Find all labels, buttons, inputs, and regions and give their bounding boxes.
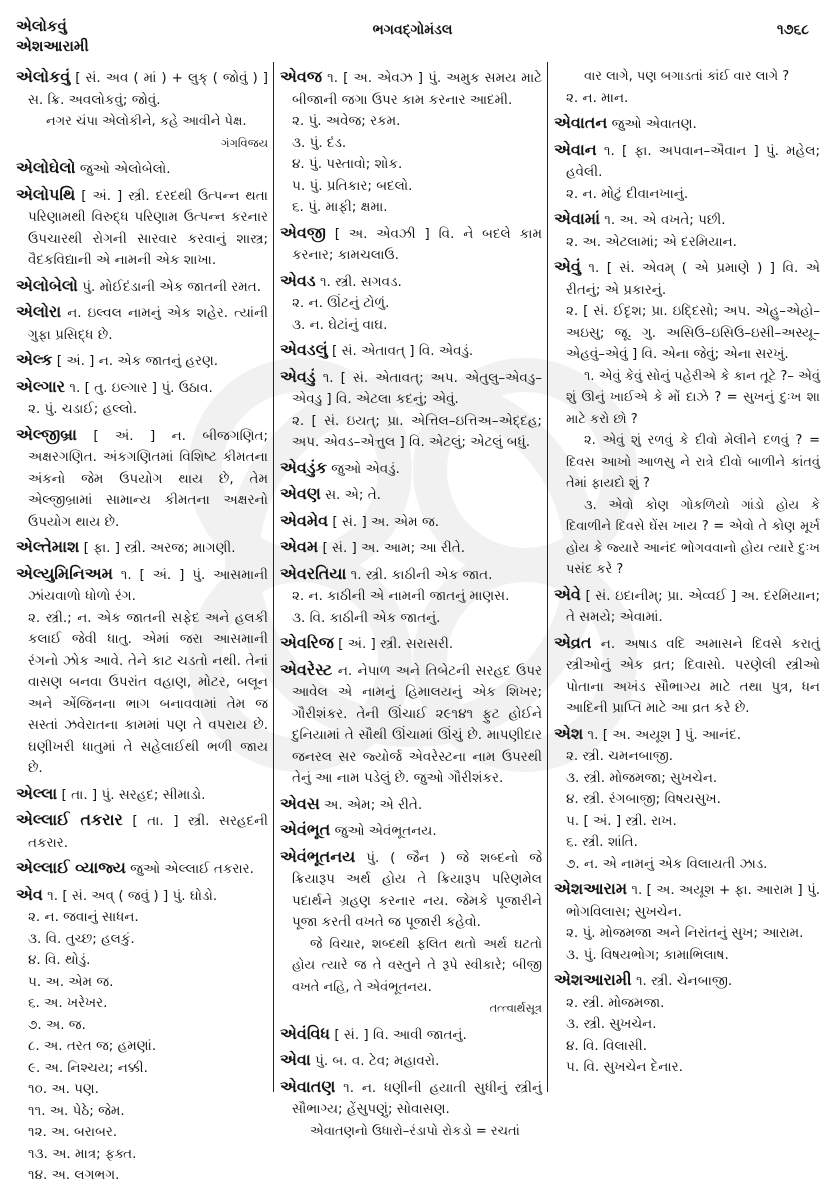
sub-sense: ૭. ન. એ નામનું એક વિલાયતી ઝાડ. xyxy=(566,855,768,872)
definition: [ અં. ] સ્ત્રી. દરદથી ઉત્પન્ન થતા પરિણામથી વિરુદ્ધ પરિણામ ઉત્પન્ન કરનાર ઉપચારથી રોગની સારવાર કરવાનું શાસ્ત્ર; વૈદકવિદ્યાની એ નામની એક શાખા. xyxy=(28,187,268,268)
sub-sense: ૨. ન. ઊંટનું ટોળું. xyxy=(292,295,390,311)
entry-main-line xyxy=(16,349,268,373)
headword: એલોપથિ xyxy=(16,184,76,204)
sub-sense: ૨. અ. એટલામાં; એ દરમિયાન. xyxy=(566,233,737,250)
sub-sense: ૨. સ્ત્રી.; ન. એક જાતની સફેદ અને હલકી કલાઈ જેવી ધાતુ. એમાં જરા આસમાની રંગનો ઝોક આવે. તેને કાટ ચડતો નથી. તેનાં વાસણ બનવા ઉપરાંત વહાણ, મોટર, બલૂન અને એંજિનના ભાગ બનાવવામાં તેમ જ સસ્તાં ઝવેરાતના કામમાં પણ તે વપરાય છે. ઘણીખરી ધાતુમાં તે સહેલાઈથી ભળી જાય છે. xyxy=(28,609,268,776)
sub-sense: ૧૦. અ. પણ. xyxy=(28,1081,99,1097)
headword: એશ xyxy=(554,723,584,743)
dictionary-entry xyxy=(554,969,820,1079)
headword: એવાતણ xyxy=(280,1076,336,1096)
dictionary-entry xyxy=(554,208,820,253)
definition: ૧. સ્ત્રી. ચેનબાજી. xyxy=(635,973,733,989)
dictionary-entry xyxy=(280,483,542,507)
sub-sense: ૬. સ્ત્રી. શાંતિ. xyxy=(566,834,638,850)
headword: એવામાં xyxy=(554,209,600,228)
entry-main-line xyxy=(16,884,268,908)
definition: [ સં. અવ ( માં ) + લુક્ ( જોવું ) ] સ. ક્રિ. અવલોકવું; જોવું. xyxy=(28,70,268,108)
headword: એવ્રત xyxy=(554,632,592,652)
headword: એલોઘેલો xyxy=(16,158,76,177)
headword: એવમ xyxy=(280,537,319,556)
headword: એવરતિયા xyxy=(280,563,347,583)
definition: [ તા. ] સ્ત્રી. સરહદની તકરાર. xyxy=(28,813,268,851)
sub-sense: ૯. અ. નિશ્ચય; નક્કી. xyxy=(28,1059,148,1076)
definition: ૧. [ સં. અવ્ ( જવું ) ] પું. ઘોડો. xyxy=(47,887,218,904)
quotation: વાર લાગે, પણ બગાડતાં કાંઈ વાર લાગે ? xyxy=(584,69,790,84)
definition: [ સં. એતાવત્ ] વિ. એવડું. xyxy=(332,343,474,359)
headword: એવંભૂત xyxy=(280,820,331,839)
dictionary-entry xyxy=(16,563,268,780)
dictionary-entry xyxy=(280,846,542,1020)
dictionary-entry xyxy=(554,112,820,136)
dictionary-entry xyxy=(280,1049,542,1073)
sub-sense: ૨. ન. કાઠીની એ નામની જાતનું માણસ. xyxy=(292,588,510,604)
entry-main-line xyxy=(280,66,542,111)
dictionary-entry xyxy=(16,376,268,421)
definition: [ સં. ] વિ. આવી જાતનું. xyxy=(334,1026,467,1043)
sub-sense: ૫. [ અં. ] સ્ત્રી. રાખ. xyxy=(566,812,677,829)
dictionary-entry xyxy=(280,1076,542,1143)
entry-main-line xyxy=(16,536,268,560)
headword: એલોબેલો xyxy=(16,275,78,295)
dictionary-entry xyxy=(16,184,268,272)
headword: એવંવિધ xyxy=(280,1023,331,1043)
dictionary-entry xyxy=(16,301,268,346)
sub-sense: ૩. વિ. કાઠીની એક જાતનું. xyxy=(292,609,441,626)
definition: ન. ઇલ્વલ નામનું એક શહેર. ત્યાંની ગુફા પ્રસિદ્ધ છે. xyxy=(28,305,268,343)
dictionary-entry xyxy=(280,1023,542,1047)
entry-main-line xyxy=(280,659,542,790)
sub-sense: ૪. સ્ત્રી. રંગબાજી; વિષયસુખ. xyxy=(566,791,721,807)
dictionary-entry xyxy=(280,366,542,454)
headword: એલોકવું xyxy=(16,67,71,86)
dictionary-entry xyxy=(280,270,542,337)
headword: એવાતન xyxy=(554,113,608,132)
headword: એલ્ક xyxy=(16,350,53,369)
entry-main-line xyxy=(16,424,268,534)
dictionary-entry xyxy=(280,510,542,534)
entry-main-line xyxy=(280,819,542,843)
entry-main-line xyxy=(554,969,820,993)
sub-sense: ૫. વિ. સુખચેન દેનાર. xyxy=(566,1059,683,1075)
dictionary-column-1 xyxy=(16,66,268,1190)
definition: ૧. [ અ. અયૂશ + ફા. આરામ ] પું. ભોગવિલાસ; સુખચેન. xyxy=(566,882,820,920)
sub-sense: ૩. વિ. તુચ્છ; હલકું. xyxy=(28,930,135,947)
definition: ૧. ન. ધણીની હયાતી સુધીનું સ્ત્રીનું સૌભાગ્ય; હેંસુપણું; સોવાસણ. xyxy=(292,1079,542,1117)
definition: ૧. [ અં. ] પું. આસમાની ઝાંયવાળો ધોળો રંગ. xyxy=(28,566,268,604)
column-divider xyxy=(547,62,548,1092)
headword: એવરિજ xyxy=(280,633,334,652)
entry-main-line xyxy=(280,339,542,363)
headword: એવસ xyxy=(280,793,320,813)
headword: એવું xyxy=(554,257,581,276)
headword: એવડલું xyxy=(280,340,328,359)
dictionary-entry xyxy=(554,584,820,629)
headword: એલ્લાઈ વ્યાજ્ય xyxy=(16,858,126,877)
entry-main-line xyxy=(280,483,542,507)
definition: ૧. અ. એ વખતે; પછી. xyxy=(604,212,726,228)
entry-main-line xyxy=(280,846,542,934)
definition: [ અં. ] ન. બીજગણિત; અક્ષરગણિત. અંકગણિતમાં વિશિષ્ટ કીમતના અંકનો જેમ ઉપયોગ થાય છે, તેમ એલ્જીબ્રામાં સામાન્ય કીમતના અક્ષરનો ઉપયોગ થાય છે. xyxy=(28,427,269,530)
entry-main-line xyxy=(16,275,268,299)
headword: એવજ xyxy=(280,67,322,86)
sub-sense: ૧૩. અ. માત્ર; ફક્ત. xyxy=(28,1145,137,1162)
definition: [ અં. ] સ્ત્રી. સરાસરી. xyxy=(338,636,454,652)
sub-sense: ૨. ન. માન. xyxy=(566,89,629,106)
definition: જુઓ એલોબેલો. xyxy=(79,161,171,177)
entry-main-line xyxy=(16,563,268,608)
headword: એવડ xyxy=(280,270,316,290)
headword: એલ્ગાર xyxy=(16,376,66,396)
definition: જુઓ એવડું. xyxy=(331,460,400,477)
sub-sense: ૬. પું. માફી; ક્ષમા. xyxy=(292,199,388,215)
sub-sense: ૧૧. અ. પેઠે; જેમ. xyxy=(28,1102,125,1119)
headword: એવે xyxy=(554,584,581,604)
entry-main-line xyxy=(16,783,268,807)
sub-sense: ૧૪. અ. લગભગ. xyxy=(28,1167,120,1183)
sub-sense: ૫. અ. એમ જ. xyxy=(28,973,114,990)
entry-main-line xyxy=(554,139,820,184)
entry-main-line xyxy=(280,366,542,411)
definition: પું. ( જૈન ) જે શબ્દનો જે ક્રિયારૂપ અર્થ હોય તે ક્રિયારૂપ પરિણમેલ પદાર્થને ગ્રહણ કરનાર નય. જેમકે પૂજારીને પૂજા કરતી વખતે જ પૂજારી કહેવો. xyxy=(292,849,542,930)
headword: એવાન xyxy=(554,139,597,159)
sub-sense: ૨. સ્ત્રી. મોજમજા. xyxy=(566,994,665,1011)
definition: [ સં. ] અ. એમ જ. xyxy=(332,513,440,530)
sub-sense: ૨. પું. ચડાઈ; હલ્લો. xyxy=(28,401,138,417)
headword: એવજી xyxy=(280,222,326,242)
dictionary-entry xyxy=(554,139,820,206)
entry-main-line xyxy=(554,878,820,923)
headword: એલ્લાઈ તકરાર xyxy=(16,810,123,829)
dictionary-entry xyxy=(280,339,542,363)
sub-sense: ૨. ન. મોટું દીવાનખાનું. xyxy=(566,185,689,202)
quotation: જે વિચાર, શબ્દથી ફલિત થતો અર્થ ઘટતો હોય ત્યારે જ તે વસ્તુને તે રૂપે સ્વીકારે; બીજી વખતે નહિ, તે એવંભૂતનય. xyxy=(292,936,542,995)
definition: [ અ. એવઝી ] વિ. ને બદલે કામ કરનાર; કામચલાઉ. xyxy=(292,225,542,263)
dictionary-entry xyxy=(280,632,542,656)
headword: એવંભૂતનય xyxy=(280,846,356,866)
entry-main-line xyxy=(16,184,268,272)
dictionary-entry xyxy=(16,809,268,854)
quotation: ૨. એવું શું રળવું કે દીવો મેલીને દળવું ? = દિવસ આખો આળસુ ને રાત્રે દીવો બાળીને કાંતવું તેમાં ફાયદો શું ? xyxy=(566,433,820,491)
dictionary-entry xyxy=(280,819,542,843)
quote-source: તત્ત્વાર્થસૂત્ર xyxy=(489,1001,542,1015)
dictionary-column-2 xyxy=(280,66,542,1145)
headword: એલ્લા xyxy=(16,783,58,803)
quotation: ૧. એવું કેવું સોનું પહેરીએ કે કાન તૂટે ?– એવું શું ઊનું ખાઈએ કે મોં દાઝે ? = સુખનું દુઃખ શા માટે કરો છો ? xyxy=(566,368,820,427)
definition: ૧. [ સં. એતાવત્; અપ. એતુલુ–એવડુ–એવડુ ] વિ. એટલા કદનું; એવું. xyxy=(292,369,542,407)
definition: પું. બ. વ. ટેવ; મહાવરો. xyxy=(315,1053,440,1069)
dictionary-entry xyxy=(16,66,268,154)
definition: [ તા. ] પું. સરહદ; સીમાડો. xyxy=(61,786,206,803)
definition: ૧. [ તુ. ઇલ્ગાર ] પું. ઉઠાવ. xyxy=(69,379,213,396)
dictionary-entry xyxy=(280,793,542,817)
sub-sense: ૧૨. અ. બરાબર. xyxy=(28,1124,118,1140)
dictionary-entry xyxy=(16,157,268,181)
headword: એશઆરામ xyxy=(554,879,628,898)
sub-sense: ૨. [ સં. ઇયત્; પ્રા. એત્તિલ–ઇત્તિઅ–એદ્દહ; અપ. એવડ–એત્તુલ ] વિ. એટલું; એટલું બધું. xyxy=(292,412,542,450)
entry-main-line xyxy=(16,157,268,181)
entry-main-line xyxy=(554,723,820,747)
definition: ૧. [ સં. એવમ્ ( એ પ્રમાણે ) ] વિ. એ રીતનું; એ પ્રકારનું. xyxy=(566,260,820,298)
entry-main-line xyxy=(16,66,268,111)
quotation: નગર ચંપા એલોકીને, કહે આવીને પેક્ષ. xyxy=(46,114,247,129)
sub-sense: ૨. પું. અવેજ; રકમ. xyxy=(292,113,401,129)
definition: જુઓ એલ્લાઈ તકરાર. xyxy=(130,861,254,877)
sub-sense: ૪. વિ. વિલાસી. xyxy=(566,1037,648,1054)
entry-main-line xyxy=(280,222,542,267)
dictionary-entry xyxy=(280,536,542,560)
entry-main-line xyxy=(16,857,268,881)
dictionary-entry xyxy=(554,723,820,876)
dictionary-entry xyxy=(16,884,268,1187)
entry-main-line xyxy=(554,256,820,301)
quotation: એવાતણનો ઉધારો–રંડાપો રોકડો = રચતાં xyxy=(310,1123,520,1139)
book-title: ભગવદ્ગોમંડલ xyxy=(372,22,453,38)
entry-main-line xyxy=(280,1076,542,1121)
sub-sense: ૨. [ સં. ઈદૃશ; પ્રા. ઇદ્દિસો; અપ. એહુ–એહો–અઇસુ; જૂ. ગુ. અસિઉ–ઇસિઉ–ઇસી–અસ્યૂ–એહવું–એવું ] વિ. એના જેવું; એના સરખું. xyxy=(566,303,820,362)
definition: ન. નેપાળ અને તિબેટની સરહદ ઉપર આવેલ એ નામનું હિમાલયનું એક શિખર; ગૌરીશંકર. તેની ઊંચાઈ ૨૯૧૪૧ ફુટ હોઈને દુનિયામાં તે સૌથી ઊંચામાં ઊંચું છે. માપણીદાર જનરલ સર જ્યોર્જ એવરેસ્ટના નામ ઉપરથી તેનું આ નામ પડેલું છે. જુઓ ગૌરીશંકર. xyxy=(292,662,542,786)
entry-main-line xyxy=(554,584,820,629)
entry-main-line xyxy=(280,632,542,656)
dictionary-entry xyxy=(280,66,542,219)
entry-main-line xyxy=(554,112,820,136)
definition: સ. એ; તે. xyxy=(325,487,381,503)
headword: એલ્યુમિનિઅમ xyxy=(16,563,113,583)
dictionary-entry xyxy=(280,659,542,790)
sub-sense: ૩. પું. વિષયભોગ; કામાભિલાષ. xyxy=(566,946,729,963)
headword: એલ્જીબ્રા xyxy=(16,424,77,444)
definition: જુઓ એવંભૂતનય. xyxy=(334,823,437,839)
entry-main-line xyxy=(280,1049,542,1073)
column-divider xyxy=(273,62,274,1092)
page-number: ૧૭૬૮ xyxy=(776,22,809,38)
headword: એવા xyxy=(280,1050,311,1069)
guide-word-last: એશઆરામી xyxy=(16,37,89,55)
headword: એવડું xyxy=(280,366,316,386)
quote-source: ગંગવિજય xyxy=(221,135,268,150)
headword: એવડુંક xyxy=(280,457,327,477)
sub-sense: ૮. અ. તરત જ; હમણાં. xyxy=(28,1038,157,1054)
sub-sense: ૬. અ. ખરેખર. xyxy=(28,995,108,1011)
entry-main-line xyxy=(16,301,268,346)
entry-main-line xyxy=(554,208,820,232)
dictionary-entry xyxy=(554,256,820,581)
dictionary-entry xyxy=(16,424,268,534)
entry-main-line xyxy=(280,563,542,587)
entry-main-line xyxy=(280,457,542,481)
sub-sense: ૫. પું. પ્રતિકાર; બદલો. xyxy=(292,177,413,194)
quotation: ૩. એવો કોણ ગોકળિયો ગાંડો હોય કે દિવાળીને દિવસે ઘેંસ ખાય ? = એવો તે કોણ મૂર્ખ હોય કે જ્યારે આનંદ ભોગવવાનો હોય ત્યારે દુઃખ પસંદ કરે ? xyxy=(566,497,820,577)
entry-main-line xyxy=(554,632,820,720)
sub-sense: ૩. ન. ઘેટાંનું વાઘ. xyxy=(292,316,388,333)
dictionary-entry xyxy=(554,66,820,109)
dictionary-entry xyxy=(280,457,542,481)
dictionary-entry xyxy=(280,563,542,630)
definition: જુઓ એવાતણ. xyxy=(611,116,697,132)
definition: ૧. [ ફા. અપવાન–ઐવાન ] પું. મહેલ; હવેલી. xyxy=(566,142,820,180)
headword: એવણ xyxy=(280,484,321,503)
definition: [ સં. ઇદાનીમ્; પ્રા. એવ્વઈ ] અ. દરમિયાન; તે સમયે; એવામાં. xyxy=(566,587,820,625)
definition: ૧. સ્ત્રી. સગવડ. xyxy=(319,273,402,290)
sub-sense: ૪. વિ. થોડું. xyxy=(28,952,91,968)
sub-sense: ૭. અ. જ. xyxy=(28,1016,86,1033)
definition: ન. અષાડ વદિ અમાસને દિવસે કરાતું સ્ત્રીઓનું એક વ્રત; દિવાસો. પરણેલી સ્ત્રીઓ પોતાના અખંડ સૌભાગ્ય માટે તથા પુત્ર, ધન આદિની પ્રાપ્તિ માટે આ વ્રત કરે છે. xyxy=(566,635,820,716)
dictionary-entry xyxy=(554,878,820,966)
definition: [ ફા. ] સ્ત્રી. અરજ; માગણી. xyxy=(83,540,236,556)
entry-main-line xyxy=(280,1023,542,1047)
entry-main-line xyxy=(16,376,268,400)
definition: ૧. સ્ત્રી. કાઠીની એક જાત. xyxy=(350,566,493,583)
sub-sense: ૨. પું. મોજમજા અને નિરાંતનું સુખ; આરામ. xyxy=(566,925,804,941)
headword: એવ xyxy=(16,884,43,904)
dictionary-entry xyxy=(16,349,268,373)
guide-word-first: એલોકવું xyxy=(16,17,67,35)
dictionary-entry xyxy=(16,536,268,560)
entry-main-line xyxy=(280,536,542,560)
definition: [ સં. ] અ. આમ; આ રીતે. xyxy=(322,540,465,556)
definition: ૧. [ અ. અયૂશ ] પું. આનંદ. xyxy=(587,726,742,743)
dictionary-entry xyxy=(280,222,542,267)
sub-sense: ૪. પું. પસ્તાવો; શોક. xyxy=(292,156,403,172)
definition: અ. એમ; એ રીતે. xyxy=(324,796,423,813)
definition: [ અં. ] ન. એક જાતનું હરણ. xyxy=(56,353,219,369)
definition: ૧. [ અ. એવઝ ] પું. અમુક સમય માટે બીજાની જગા ઉપર કામ કરનાર આદમી. xyxy=(292,70,542,108)
headword: એવમેવ xyxy=(280,510,329,530)
entry-main-line xyxy=(280,793,542,817)
dictionary-entry xyxy=(554,632,820,720)
sub-sense: ૨. સ્ત્રી. ચમનબાજી. xyxy=(566,748,674,764)
sub-sense: ૩. પું. દંડ. xyxy=(292,134,347,151)
dictionary-entry xyxy=(16,783,268,807)
dictionary-entry xyxy=(16,275,268,299)
headword: એવરેસ્ટ xyxy=(280,659,333,679)
sub-sense: ૩. સ્ત્રી. મોજમજા; સુખચેન. xyxy=(566,769,718,786)
dictionary-column-3 xyxy=(554,66,820,1082)
entry-main-line xyxy=(280,510,542,534)
headword: એલ્તેમાશ xyxy=(16,537,80,556)
sub-sense: ૩. સ્ત્રી. સુખચેન. xyxy=(566,1016,657,1032)
headword: એશઆરામી xyxy=(554,970,632,989)
entry-main-line xyxy=(280,270,542,294)
dictionary-entry xyxy=(16,857,268,881)
headword: એલોરા xyxy=(16,302,62,321)
sub-sense: ૨. ન. જવાનું સાધન. xyxy=(28,909,139,925)
entry-main-line xyxy=(16,809,268,854)
definition: પું. મોઈદંડાની એક જાતની રમત. xyxy=(82,278,262,295)
